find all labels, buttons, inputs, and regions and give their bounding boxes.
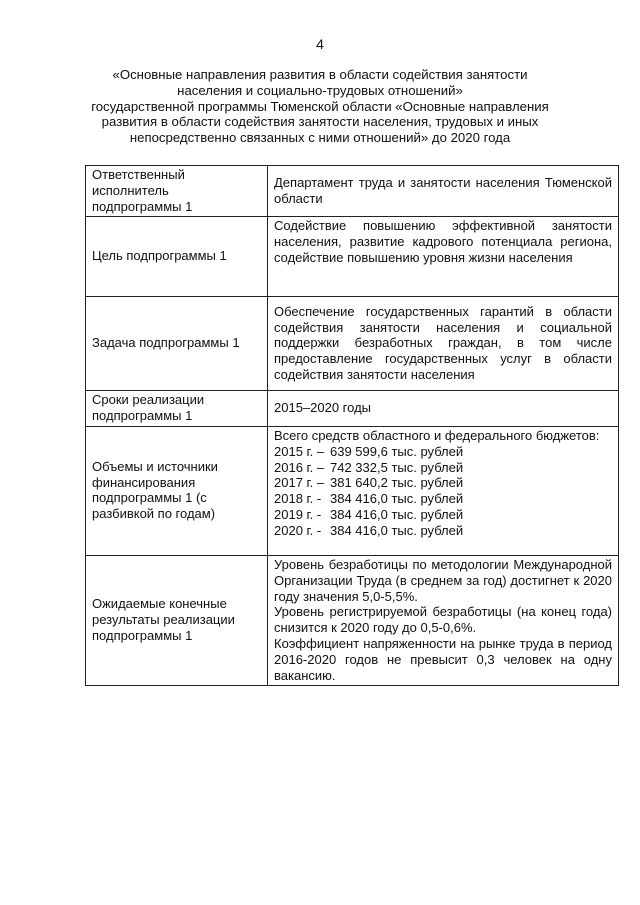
funding-year-row [274,507,612,523]
funding-amount: 639 599,6 тыс. рублей [330,443,464,459]
funding-year: 2020 г. - [274,522,322,538]
funding-year: 2019 г. - [274,506,322,522]
heading-line: государственной программы Тюменской области «Основные направления [91,98,549,114]
funding-year-row [274,491,612,507]
funding-amount: 742 332,5 тыс. рублей [330,459,464,475]
funding-amount: 384 416,0 тыс. рублей [330,506,464,522]
funding-intro: Всего средств областного и федерального бюджетов: [274,427,600,443]
funding-value [268,426,619,555]
responsible-value: Департамент труда и занятости населения Тюменской области [268,166,619,217]
table-row [86,555,619,685]
heading-line: непосредственно связанных с ними отношений» до 2020 года [129,130,511,146]
funding-year-row [274,523,612,539]
goal-value: Содействие повышению эффективной занятости населения, развитие кадрового потенциала региона, содействие повышению уровня жизни населения [268,217,619,297]
task-value: Обеспечение государственных гарантий в области содействия занятости населения и социальной поддержки безработных граждан, в том числе предоставление государственных услуг в области содействия занятости населения [268,297,619,391]
funding-amount: 384 416,0 тыс. рублей [330,522,464,538]
funding-year: 2015 г. – [274,443,325,459]
task-label: Задача подпрограммы 1 [86,297,268,391]
heading-line: «Основные направления развития в области содействия занятости [112,67,528,82]
goal-label: Цель подпрограммы 1 [86,217,268,297]
page-number: 4 [316,36,324,52]
table-row [86,391,619,427]
results-label: Ожидаемые конечные результаты реализации подпрограммы 1 [86,555,268,685]
results-value [268,555,619,685]
heading-line: населения и социально-трудовых отношений» [177,82,463,98]
responsible-label: Ответственный исполнитель подпрограммы 1 [86,166,268,217]
table-row [86,166,619,217]
funding-year-row [274,460,612,476]
funding-amount: 381 640,2 тыс. рублей [330,475,464,491]
result-paragraph: Уровень регистрируемой безработицы (на конец года) снизится к 2020 году до 0,5-0,6%. [274,604,612,636]
funding-year: 2016 г. – [274,459,325,475]
funding-year-row [274,475,612,491]
subprogram-passport-table [85,165,619,686]
period-label: Сроки реализации подпрограммы 1 [86,391,268,427]
funding-label: Объемы и источники финансирования подпрограммы 1 (с разбивкой по годам) [86,426,268,555]
heading-line: развития в области содействия занятости населения, трудовых и иных [101,114,539,130]
document-heading [70,67,570,146]
funding-year: 2018 г. - [274,491,322,507]
period-value: 2015–2020 годы [268,391,619,427]
funding-amount: 384 416,0 тыс. рублей [330,491,464,507]
table-row [86,426,619,555]
table-row [86,297,619,391]
table-row [86,217,619,297]
funding-year: 2017 г. – [274,475,325,491]
funding-year-row [274,444,612,460]
result-paragraph: Коэффициент напряженности на рынке труда в период 2016-2020 годов не превысит 0,3 человек на одну вакансию. [274,635,612,683]
result-paragraph: Уровень безработицы по методологии Международной Организации Труда (в среднем за год) достигнет к 2020 году значения 5,0-5,5%. [274,556,612,604]
